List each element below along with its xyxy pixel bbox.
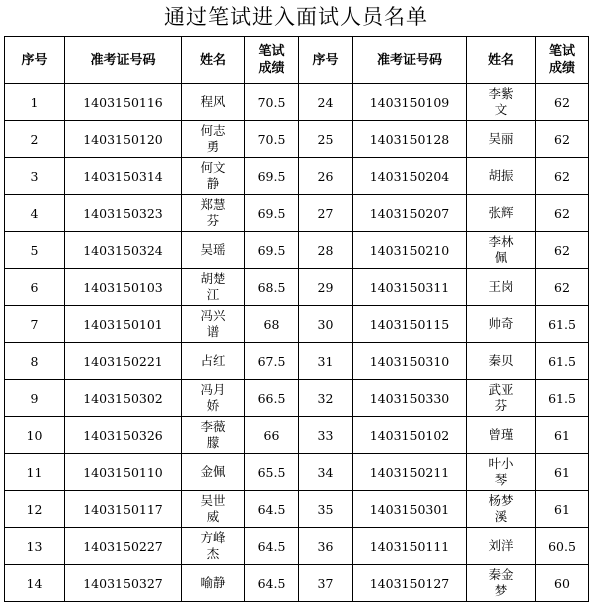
name-text: 郑慧芬 (200, 197, 226, 228)
table-row (5, 491, 589, 528)
cell-name (467, 491, 536, 528)
name-text: 刘洋 (488, 538, 514, 553)
cell-seq: 12 (5, 491, 65, 528)
cell-score: 60.5 (536, 528, 589, 565)
cell-name (182, 417, 245, 454)
cell-seq: 5 (5, 232, 65, 269)
candidate-table (4, 36, 589, 602)
cell-name (467, 269, 536, 306)
cell-score: 61 (536, 417, 589, 454)
name-text: 占红 (200, 353, 226, 368)
page-title: 通过笔试进入面试人员名单 (164, 5, 428, 29)
cell-id: 1403150207 (353, 195, 467, 232)
cell-name (467, 306, 536, 343)
table-row (5, 343, 589, 380)
cell-score: 65.5 (245, 454, 299, 491)
cell-name (467, 528, 536, 565)
cell-id: 1403150330 (353, 380, 467, 417)
header-id-right: 准考证号码 (353, 37, 467, 84)
cell-score: 68.5 (245, 269, 299, 306)
header-seq-left: 序号 (5, 37, 65, 84)
cell-name (182, 380, 245, 417)
cell-seq: 2 (5, 121, 65, 158)
table-row (5, 306, 589, 343)
cell-seq: 14 (5, 565, 65, 602)
cell-score: 66 (245, 417, 299, 454)
name-text: 李林佩 (488, 234, 514, 265)
table-body (5, 84, 589, 602)
cell-id: 1403150109 (353, 84, 467, 121)
name-text: 方峰杰 (200, 530, 226, 561)
cell-id: 1403150221 (65, 343, 182, 380)
cell-id: 1403150204 (353, 158, 467, 195)
cell-score: 62 (536, 232, 589, 269)
cell-score: 61 (536, 491, 589, 528)
cell-score: 62 (536, 269, 589, 306)
cell-name (182, 195, 245, 232)
table-row (5, 158, 589, 195)
cell-id: 1403150323 (65, 195, 182, 232)
cell-seq: 37 (299, 565, 353, 602)
cell-seq: 3 (5, 158, 65, 195)
cell-seq: 8 (5, 343, 65, 380)
cell-name (182, 306, 245, 343)
cell-id: 1403150227 (65, 528, 182, 565)
cell-seq: 7 (5, 306, 65, 343)
cell-seq: 30 (299, 306, 353, 343)
cell-score: 62 (536, 84, 589, 121)
table-row (5, 84, 589, 121)
cell-seq: 26 (299, 158, 353, 195)
cell-score: 66.5 (245, 380, 299, 417)
table-header-row (5, 37, 589, 84)
name-text: 金佩 (200, 464, 226, 479)
cell-name (467, 565, 536, 602)
header-score-right: 笔试成绩 (536, 37, 589, 84)
cell-name (182, 454, 245, 491)
cell-seq: 29 (299, 269, 353, 306)
name-text: 秦贝 (488, 353, 514, 368)
cell-id: 1403150314 (65, 158, 182, 195)
name-text: 秦金梦 (488, 567, 514, 598)
cell-seq: 11 (5, 454, 65, 491)
table-row (5, 195, 589, 232)
cell-name (467, 232, 536, 269)
cell-name (467, 195, 536, 232)
cell-score: 68 (245, 306, 299, 343)
cell-seq: 35 (299, 491, 353, 528)
cell-score: 62 (536, 195, 589, 232)
cell-seq: 31 (299, 343, 353, 380)
cell-score: 64.5 (245, 491, 299, 528)
cell-name (182, 565, 245, 602)
cell-score: 69.5 (245, 195, 299, 232)
cell-id: 1403150103 (65, 269, 182, 306)
cell-id: 1403150301 (353, 491, 467, 528)
name-text: 吴丽 (488, 131, 514, 146)
table-row (5, 380, 589, 417)
cell-score: 70.5 (245, 121, 299, 158)
name-text: 武亚芬 (488, 382, 514, 413)
cell-score: 61.5 (536, 380, 589, 417)
cell-seq: 24 (299, 84, 353, 121)
cell-id: 1403150326 (65, 417, 182, 454)
cell-id: 1403150128 (353, 121, 467, 158)
cell-id: 1403150117 (65, 491, 182, 528)
name-text: 曾瑾 (488, 427, 514, 442)
cell-name (467, 121, 536, 158)
header-score-left: 笔试成绩 (245, 37, 299, 84)
cell-name (182, 528, 245, 565)
header-name-left: 姓名 (182, 37, 245, 84)
name-text: 程风 (200, 94, 226, 109)
cell-score: 70.5 (245, 84, 299, 121)
name-text: 叶小琴 (488, 456, 514, 487)
header-seq-right: 序号 (299, 37, 353, 84)
cell-seq: 32 (299, 380, 353, 417)
cell-name (467, 84, 536, 121)
name-text: 张辉 (488, 205, 514, 220)
cell-name (467, 380, 536, 417)
table-row (5, 232, 589, 269)
cell-score: 61.5 (536, 343, 589, 380)
name-text: 冯月娇 (200, 382, 226, 413)
cell-id: 1403150302 (65, 380, 182, 417)
cell-score: 69.5 (245, 232, 299, 269)
name-text: 胡楚江 (200, 271, 226, 302)
name-text: 何志勇 (200, 123, 226, 154)
cell-id: 1403150324 (65, 232, 182, 269)
name-text: 李紫文 (488, 86, 514, 117)
table-row (5, 121, 589, 158)
cell-score: 64.5 (245, 565, 299, 602)
name-text: 胡振 (488, 168, 514, 183)
name-text: 吴世威 (200, 493, 226, 524)
name-text: 李薇朦 (200, 419, 226, 450)
cell-name (467, 343, 536, 380)
cell-seq: 13 (5, 528, 65, 565)
cell-id: 1403150110 (65, 454, 182, 491)
cell-score: 69.5 (245, 158, 299, 195)
name-text: 帅奇 (488, 316, 514, 331)
table-row (5, 528, 589, 565)
cell-id: 1403150101 (65, 306, 182, 343)
cell-score: 67.5 (245, 343, 299, 380)
name-text: 吴瑶 (200, 242, 226, 257)
cell-score: 64.5 (245, 528, 299, 565)
cell-id: 1403150127 (353, 565, 467, 602)
cell-name (182, 121, 245, 158)
cell-id: 1403150102 (353, 417, 467, 454)
header-id-left: 准考证号码 (65, 37, 182, 84)
table-row (5, 454, 589, 491)
name-text: 杨梦溪 (488, 493, 514, 524)
cell-name (182, 491, 245, 528)
cell-seq: 34 (299, 454, 353, 491)
cell-id: 1403150310 (353, 343, 467, 380)
cell-seq: 9 (5, 380, 65, 417)
cell-id: 1403150210 (353, 232, 467, 269)
cell-name (467, 417, 536, 454)
cell-id: 1403150115 (353, 306, 467, 343)
cell-name (182, 232, 245, 269)
cell-score: 61 (536, 454, 589, 491)
table-row (5, 417, 589, 454)
cell-seq: 4 (5, 195, 65, 232)
cell-seq: 33 (299, 417, 353, 454)
cell-name (182, 84, 245, 121)
cell-id: 1403150311 (353, 269, 467, 306)
cell-id: 1403150327 (65, 565, 182, 602)
cell-score: 62 (536, 158, 589, 195)
cell-seq: 10 (5, 417, 65, 454)
cell-seq: 25 (299, 121, 353, 158)
cell-seq: 27 (299, 195, 353, 232)
cell-seq: 28 (299, 232, 353, 269)
name-text: 何文静 (200, 160, 226, 191)
cell-seq: 6 (5, 269, 65, 306)
cell-name (182, 343, 245, 380)
name-text: 冯兴谱 (200, 308, 226, 339)
table-row (5, 269, 589, 306)
cell-id: 1403150211 (353, 454, 467, 491)
cell-id: 1403150111 (353, 528, 467, 565)
cell-id: 1403150120 (65, 121, 182, 158)
cell-seq: 1 (5, 84, 65, 121)
cell-name (182, 158, 245, 195)
cell-name (467, 158, 536, 195)
name-text: 王岗 (488, 279, 514, 294)
cell-name (467, 454, 536, 491)
cell-score: 61.5 (536, 306, 589, 343)
header-name-right: 姓名 (467, 37, 536, 84)
cell-score: 62 (536, 121, 589, 158)
cell-score: 60 (536, 565, 589, 602)
table-row (5, 565, 589, 602)
cell-name (182, 269, 245, 306)
cell-seq: 36 (299, 528, 353, 565)
name-text: 喻静 (200, 575, 226, 590)
cell-id: 1403150116 (65, 84, 182, 121)
